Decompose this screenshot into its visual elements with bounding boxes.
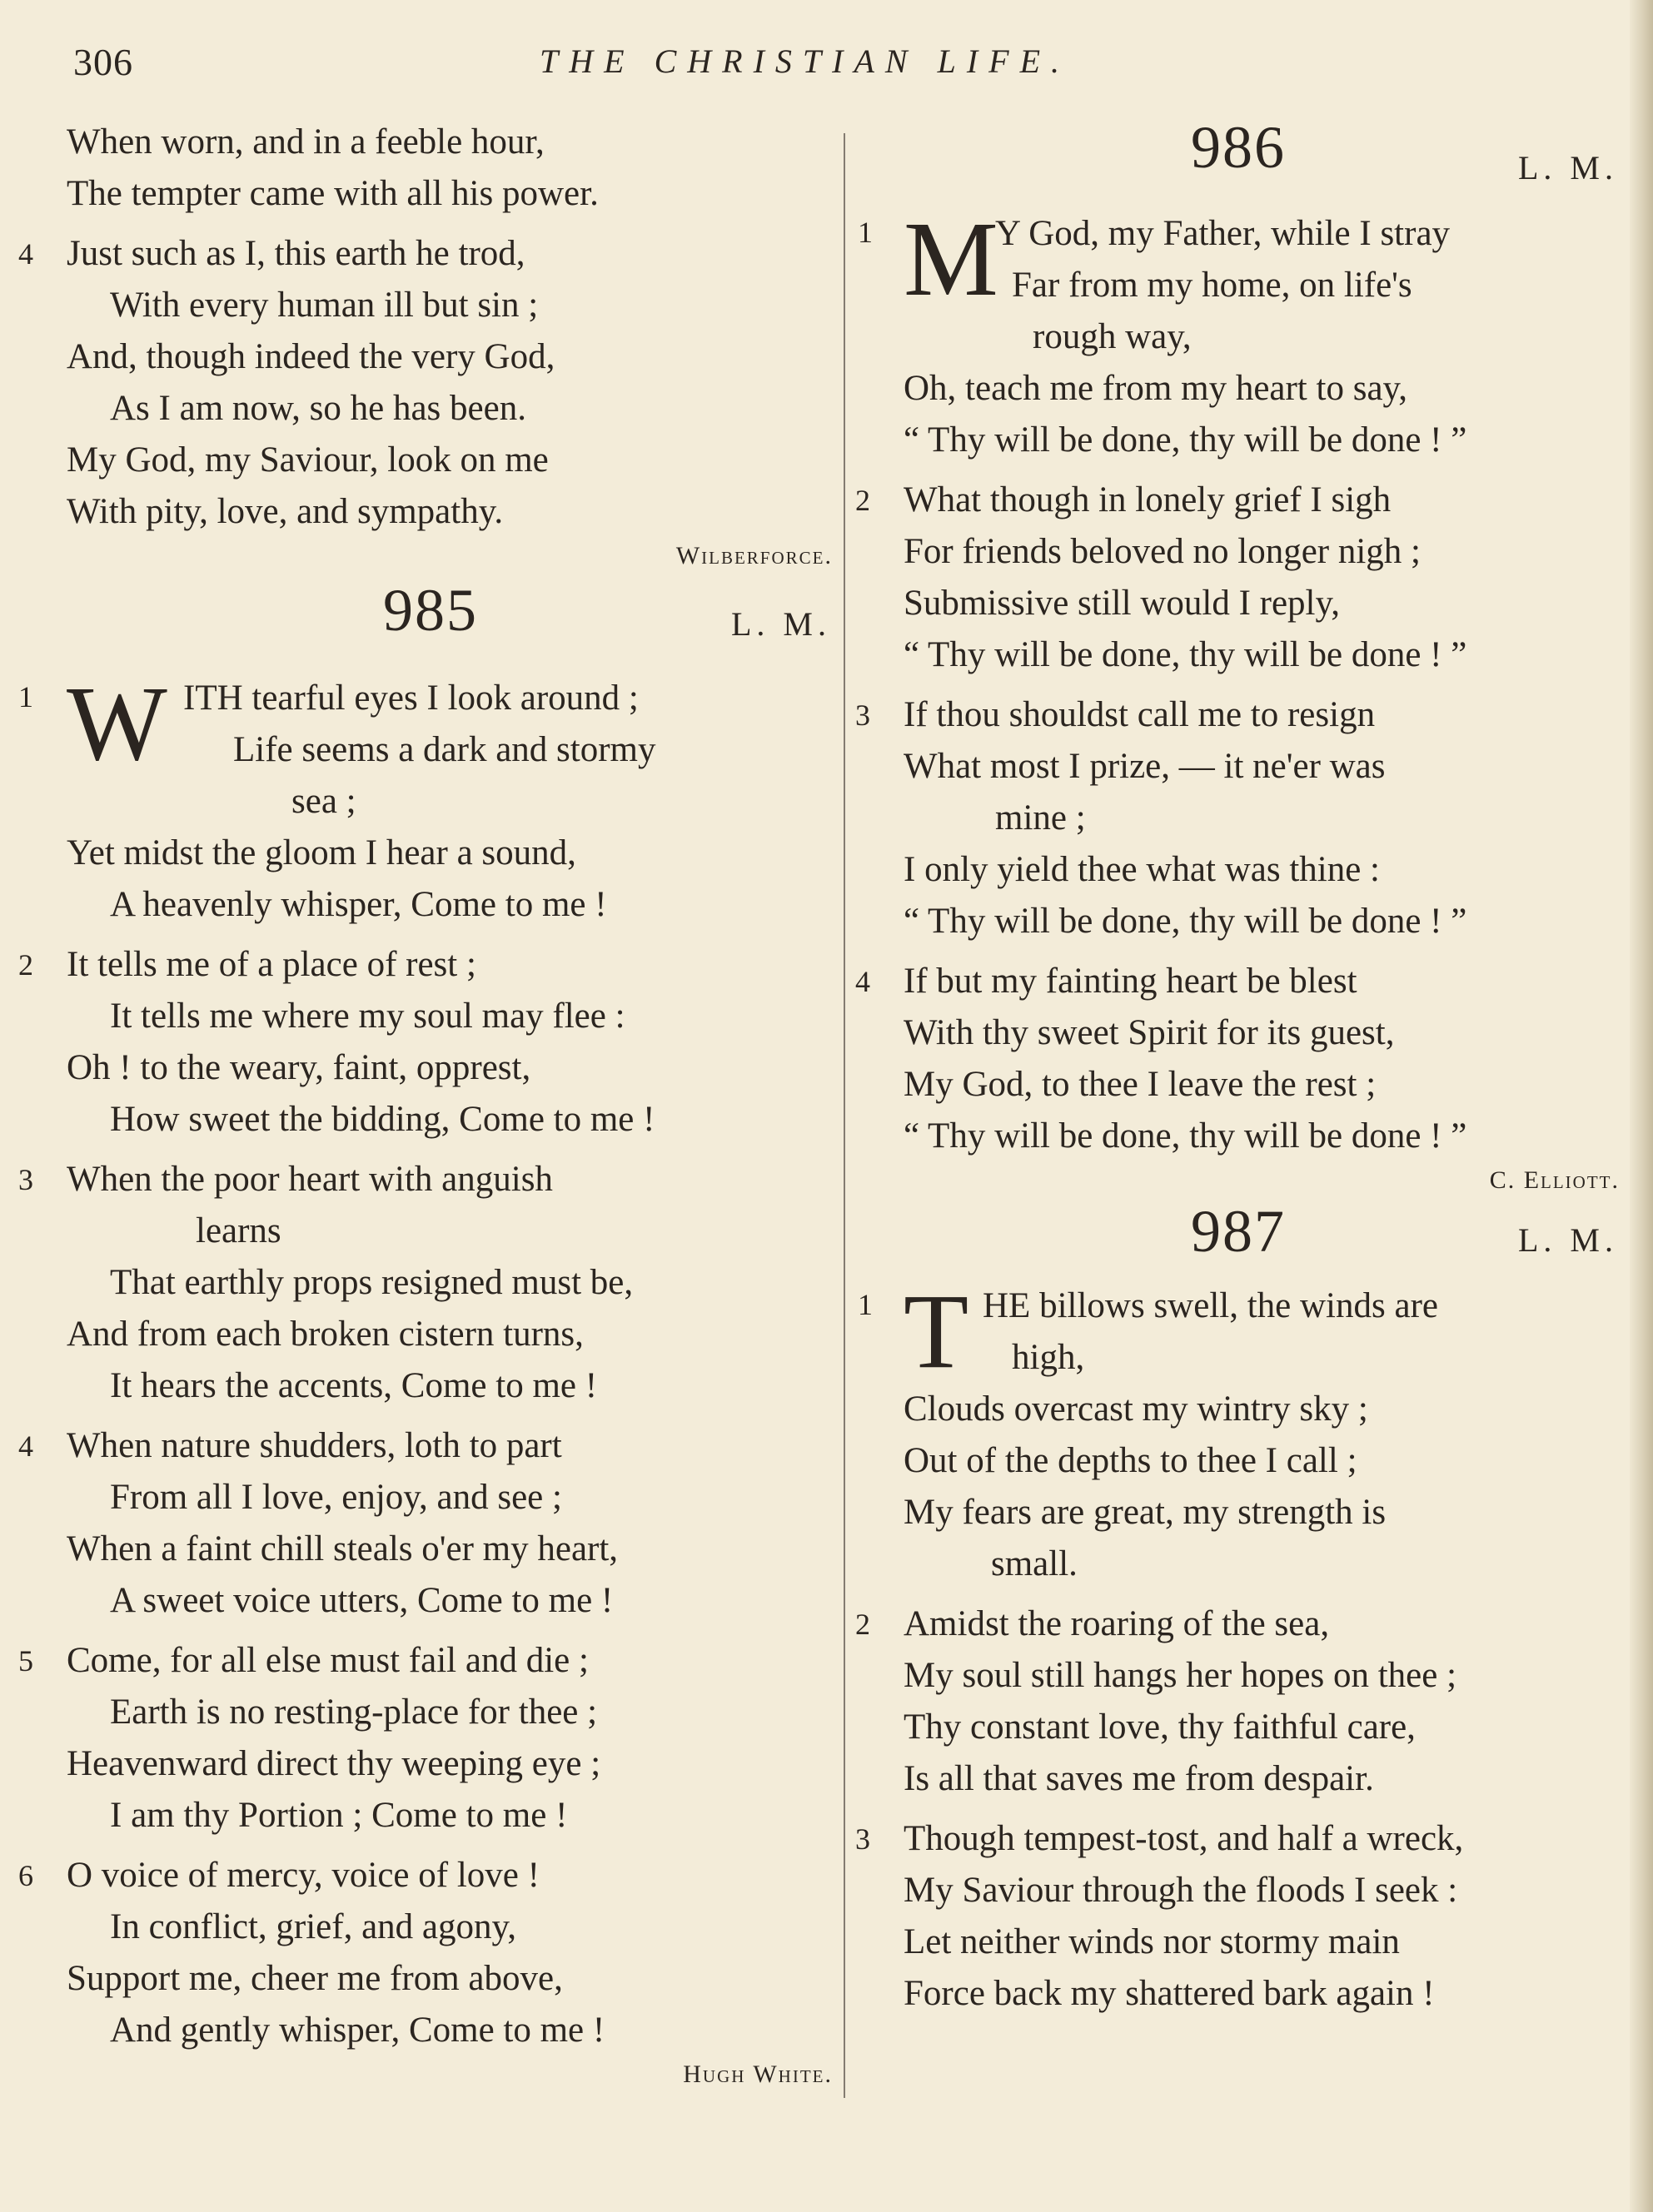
stanza-3	[855, 689, 1628, 947]
verse-line: The tempter came with all his power.	[67, 174, 599, 213]
verse-line: From all I love, enjoy, and see ;	[110, 1478, 562, 1517]
page-number: 306	[73, 41, 133, 83]
verse-number: 6	[18, 1859, 33, 1892]
verse-number: 1	[858, 1288, 873, 1321]
stanza-5	[18, 1635, 841, 1842]
verse-number: 3	[18, 1163, 33, 1196]
hymn-number: 986	[1191, 114, 1286, 181]
stanza-1	[858, 1272, 1628, 1590]
verse-line: My God, to thee I leave the rest ;	[904, 1065, 1377, 1104]
verse-line: Support me, cheer me from above,	[67, 1959, 563, 1998]
verse-number: 4	[855, 965, 870, 998]
verse-line: I only yield thee what was thine :	[904, 850, 1380, 889]
verse-line: Come, for all else must fail and die ;	[67, 1641, 589, 1680]
verse-line: A heavenly whisper, Come to me !	[110, 885, 607, 924]
stanza-4	[18, 1420, 841, 1627]
verse-number: 4	[18, 1429, 33, 1463]
verse-line: And, though indeed the very God,	[67, 337, 555, 376]
verse-line: Y God, my Father, while I stray	[995, 214, 1451, 253]
verse-line: My God, my Saviour, look on me	[67, 440, 549, 480]
verse-line: How sweet the bidding, Come to me !	[110, 1100, 655, 1139]
verse-line: With thy sweet Spirit for its guest,	[904, 1013, 1395, 1052]
author-attribution: C. Elliott.	[1489, 1166, 1620, 1194]
verse-line: And from each broken cistern turns,	[67, 1315, 584, 1354]
verse-number: 5	[18, 1644, 33, 1678]
verse-line: My Saviour through the floods I seek :	[904, 1871, 1458, 1910]
hymn-meter: L. M.	[1518, 149, 1618, 186]
verse-line: Though tempest-tost, and half a wreck,	[904, 1819, 1464, 1858]
verse-line: ITH tearful eyes I look around ;	[183, 679, 639, 718]
verse-line: Yet midst the gloom I hear a sound,	[67, 833, 576, 872]
verse-line: “ Thy will be done, thy will be done ! ”	[904, 635, 1467, 674]
stanza-2	[855, 475, 1628, 681]
verse-line: With pity, love, and sympathy.	[67, 492, 504, 531]
hymn-heading	[858, 1197, 1628, 1280]
author-attribution: Wilberforce.	[675, 542, 833, 569]
verse-line: Amidst the roaring of the sea,	[904, 1604, 1330, 1643]
verse-line: high,	[1012, 1338, 1085, 1377]
verse-line: When worn, and in a feeble hour,	[67, 122, 545, 162]
hymn-meter: L. M.	[731, 605, 831, 643]
continued-stanza	[67, 117, 841, 220]
verse-line: When nature shudders, loth to part	[67, 1426, 562, 1465]
right-column	[855, 114, 1628, 2028]
verse-number: 2	[855, 484, 870, 517]
verse-line: My soul still hangs her hopes on thee ;	[904, 1656, 1457, 1695]
verse-line: What most I prize, — it ne'er was	[904, 747, 1386, 786]
verse-line: HE billows swell, the winds are	[983, 1286, 1438, 1325]
verse-number: 3	[855, 698, 870, 732]
verse-line: Oh ! to the weary, faint, opprest,	[67, 1048, 531, 1087]
verse-number: 3	[855, 1822, 870, 1856]
verse-line: As I am now, so he has been.	[110, 389, 526, 428]
stanza-2	[18, 939, 841, 1146]
stanza-1	[18, 664, 841, 931]
verse-line: O voice of mercy, voice of love !	[67, 1856, 540, 1895]
verse-line: sea ;	[291, 782, 356, 821]
stanza-1	[858, 200, 1628, 466]
verse-number: 2	[855, 1608, 870, 1641]
running-head: THE CHRISTIAN LIFE.	[540, 42, 1070, 80]
verse-line: It tells me where my soul may flee :	[110, 997, 625, 1036]
drop-cap: W	[67, 664, 167, 783]
verse-line: That earthly props resigned must be,	[110, 1263, 634, 1302]
hymn-number: 985	[383, 577, 478, 644]
drop-cap: T	[904, 1272, 969, 1390]
verse-line: For friends beloved no longer nigh ;	[904, 532, 1421, 571]
verse-line: Submissive still would I reply,	[904, 584, 1340, 623]
verse-line: If but my fainting heart be blest	[904, 962, 1357, 1001]
stanza-3	[855, 1813, 1628, 2020]
verse-line: My fears are great, my strength is	[904, 1493, 1387, 1532]
verse-line: “ Thy will be done, thy will be done ! ”	[904, 1116, 1467, 1156]
verse-line: When a faint chill steals o'er my heart,	[67, 1529, 619, 1568]
verse-line: Force back my shattered bark again !	[904, 1974, 1435, 2013]
stanza-6	[18, 1850, 841, 2056]
verse-line: With every human ill but sin ;	[110, 286, 539, 325]
verse-line: rough way,	[1033, 317, 1192, 356]
verse-line: When the poor heart with anguish	[67, 1160, 553, 1199]
verse-line: Just such as I, this earth he trod,	[67, 234, 525, 273]
verse-line: mine ;	[995, 798, 1086, 838]
author-attribution: Hugh White.	[683, 2060, 833, 2088]
page-edge	[1630, 0, 1653, 2212]
column-rule	[844, 133, 845, 2098]
verse-line: In conflict, grief, and agony,	[110, 1907, 516, 1946]
drop-cap: M	[904, 200, 998, 318]
verse-line: Out of the depths to thee I call ;	[904, 1441, 1357, 1480]
verse-line: And gently whisper, Come to me !	[110, 2011, 605, 2050]
stanza-2	[855, 1598, 1628, 1805]
stanza-4	[855, 956, 1628, 1162]
verse-line: A sweet voice utters, Come to me !	[110, 1581, 614, 1620]
verse-line: Life seems a dark and stormy	[233, 730, 656, 769]
verse-line: Oh, teach me from my heart to say,	[904, 369, 1407, 408]
verse-line: “ Thy will be done, thy will be done ! ”	[904, 420, 1467, 460]
verse-line: It hears the accents, Come to me !	[110, 1366, 598, 1405]
hymn-number: 987	[1191, 1198, 1286, 1265]
verse-number: 4	[18, 237, 33, 271]
verse-line: What though in lonely grief I sigh	[904, 480, 1392, 519]
verse-line: Heavenward direct thy weeping eye ;	[67, 1744, 601, 1783]
stanza-3	[18, 1154, 841, 1412]
verse-number: 2	[18, 948, 33, 982]
verse-line: learns	[196, 1211, 281, 1250]
verse-line: Let neither winds nor stormy main	[904, 1922, 1400, 1961]
hymn-heading	[858, 114, 1628, 208]
verse-line: Thy constant love, thy faithful care,	[904, 1707, 1416, 1747]
page-header	[73, 40, 1622, 90]
verse-line: It tells me of a place of rest ;	[67, 945, 476, 984]
verse-line: Earth is no resting-place for thee ;	[110, 1693, 598, 1732]
left-column	[18, 117, 841, 2091]
verse-line: Is all that saves me from despair.	[904, 1759, 1374, 1798]
verse-line: I am thy Portion ; Come to me !	[110, 1796, 568, 1835]
stanza-4	[18, 228, 841, 538]
verse-line: If thou shouldst call me to resign	[904, 695, 1376, 734]
verse-line: Clouds overcast my wintry sky ;	[904, 1389, 1368, 1429]
verse-line: small.	[991, 1544, 1078, 1583]
hymn-heading	[67, 573, 841, 673]
verse-line: Far from my home, on life's	[1012, 266, 1412, 305]
hymn-meter: L. M.	[1518, 1221, 1618, 1259]
verse-number: 1	[858, 216, 873, 249]
verse-number: 1	[18, 680, 33, 713]
verse-line: “ Thy will be done, thy will be done ! ”	[904, 902, 1467, 941]
